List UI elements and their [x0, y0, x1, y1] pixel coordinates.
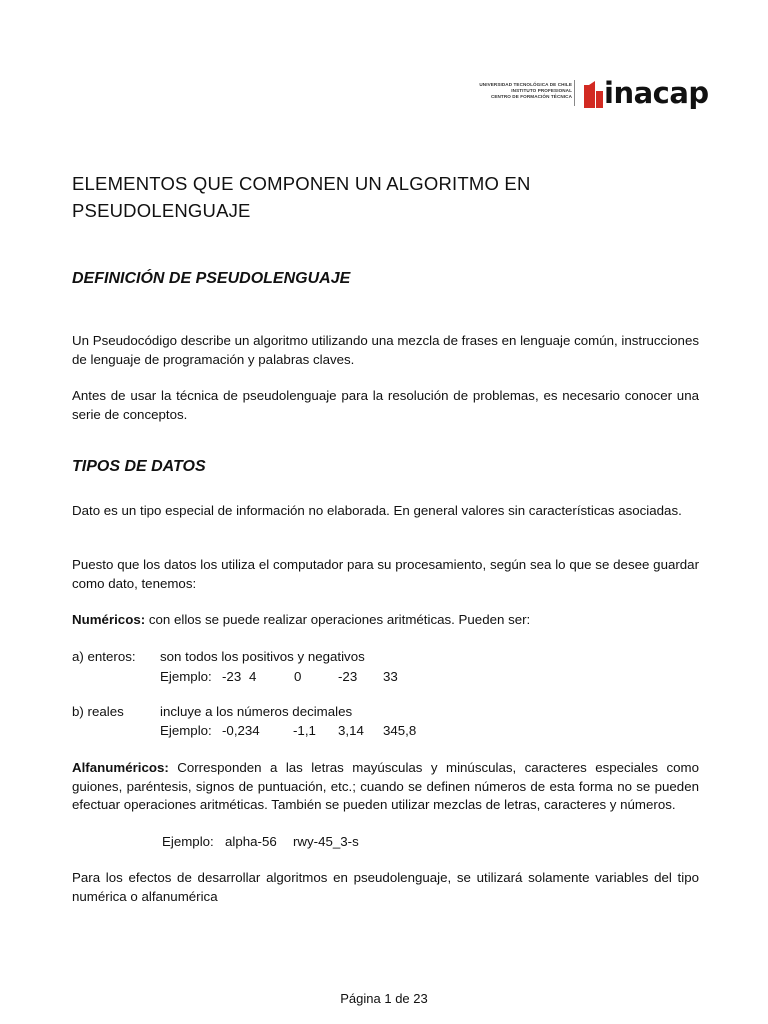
logo-text: inacap — [604, 76, 709, 110]
reales-example-label: Ejemplo: — [160, 723, 212, 738]
page-number: Página 1 de 23 — [340, 991, 428, 1006]
alfa-example-label: Ejemplo: — [162, 834, 214, 849]
section-heading-tipos: TIPOS DE DATOS — [72, 458, 206, 475]
institution-name: UNIVERSIDAD TECNOLÓGICA DE CHILE INSTITUTO PROFESIONAL CENTRO DE FORMACIÓN TÉCNICA — [479, 82, 572, 99]
document-title: ELEMENTOS QUE COMPONEN UN ALGORITMO EN PSEUDOLENGUAJE — [72, 173, 531, 221]
reales-description: incluye a los números decimales — [160, 704, 353, 719]
enteros-example-label: Ejemplo: — [160, 669, 212, 684]
paragraph: Para los efectos de desarrollar algoritmos en pseudolenguaje, se utilizará solamente variables del tipo numérica o alfanumérica — [72, 870, 699, 904]
paragraph: Puesto que los datos los utiliza el computador para su procesamiento, según sea lo que se desee guardar como dato, tenemos: — [72, 557, 699, 591]
example-value: -23 — [222, 669, 242, 684]
reales-label: b) reales — [72, 704, 124, 719]
example-value: alpha-56 — [225, 834, 277, 849]
term-label: Alfanuméricos: — [72, 760, 169, 775]
section-heading-definicion: DEFINICIÓN DE PSEUDOLENGUAJE — [72, 270, 351, 287]
paragraph: Dato es un tipo especial de información no elaborada. En general valores sin características asociadas. — [72, 503, 682, 518]
example-value: 33 — [383, 669, 398, 684]
example-value: rwy-45_3-s — [293, 834, 359, 849]
example-value: -23 — [338, 669, 358, 684]
header — [440, 76, 709, 114]
inacap-logo-icon — [584, 81, 604, 108]
paragraph: Un Pseudocódigo describe un algoritmo utilizando una mezcla de frases en lenguaje común, instrucciones de lenguaje de programación y palabras claves. — [72, 333, 699, 367]
example-value: 3,14 — [338, 723, 364, 738]
enteros-description: son todos los positivos y negativos — [160, 649, 365, 664]
example-value: 345,8 — [383, 723, 417, 738]
alfanumericos-paragraph: Alfanuméricos: Corresponden a las letras mayúsculas y minúsculas, caracteres especiales como guiones, paréntesis, signos de puntuación, etc.; cuando se definen números de esta forma no se pueden efectuar operaciones aritméticas. También se pueden utilizar mezclas de letras, caracteres y números. — [72, 760, 699, 812]
numericos-paragraph: Numéricos: con ellos se puede realizar operaciones aritméticas. Pueden ser: — [72, 612, 531, 627]
example-value: -0,234 — [222, 723, 260, 738]
enteros-label: a) enteros: — [72, 649, 136, 664]
header-divider — [574, 80, 575, 106]
example-value: 4 — [249, 669, 257, 684]
example-value: -1,1 — [293, 723, 316, 738]
paragraph: Antes de usar la técnica de pseudolenguaje para la resolución de problemas, es necesario conocer una serie de conceptos. — [72, 388, 699, 422]
example-value: 0 — [294, 669, 302, 684]
term-label: Numéricos: — [72, 612, 146, 627]
inacap-logo — [584, 76, 709, 111]
